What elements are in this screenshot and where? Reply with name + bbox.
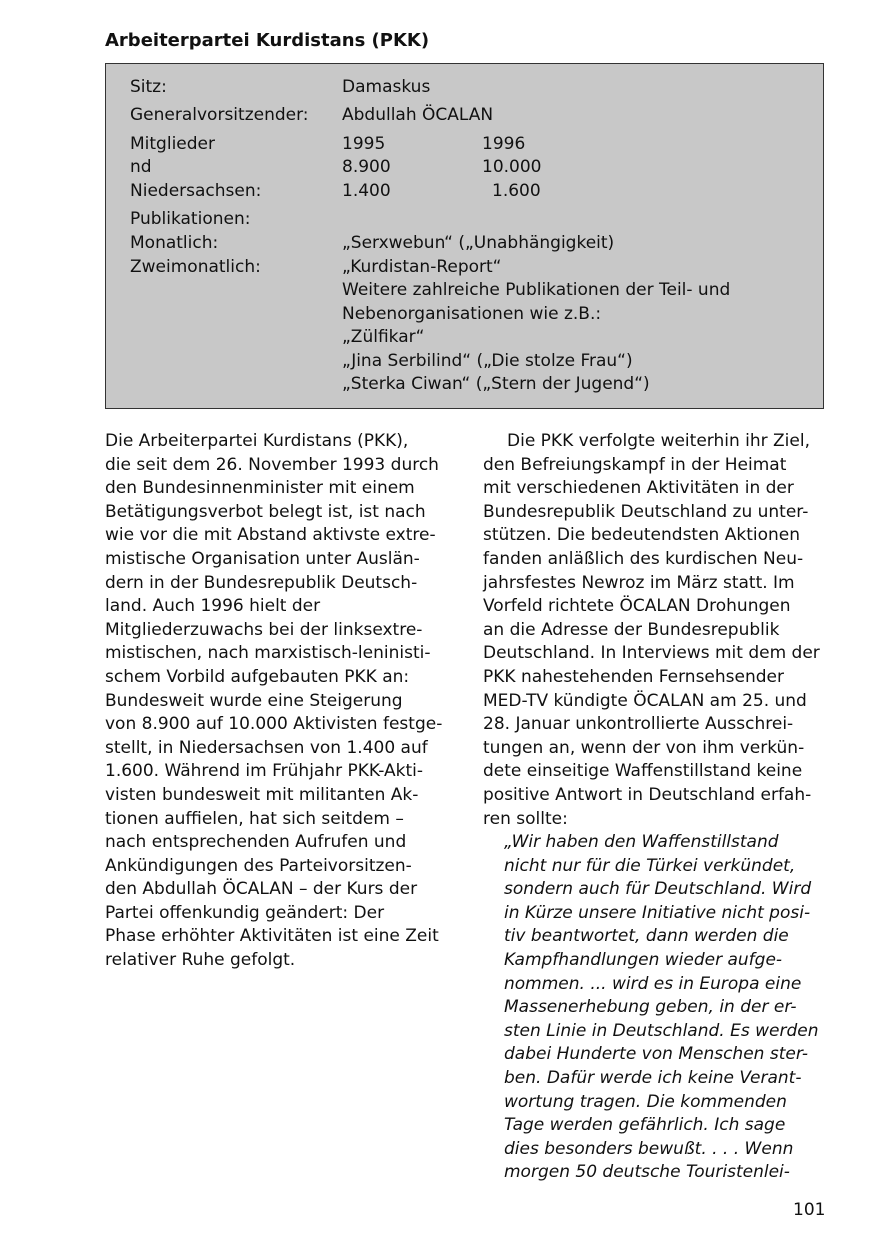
mitglieder-label: Mitglieder [130,134,215,154]
paragraph-line: Bundesrepublik Deutschland zu unter- [483,501,809,522]
paragraph-line: PKK nahestehenden Fernsehsender [483,666,784,687]
paragraph-line: stützen. Die bedeutendsten Aktionen [483,525,800,546]
publication-zuelfikar: „Zülfikar“ [342,327,425,347]
quote-line: dabei Hunderte von Menschen ster- [504,1044,809,1065]
paragraph-line: 1.600. Während im Frühjahr PKK-Akti- [105,761,424,782]
paragraph-line: von 8.900 auf 10.000 Aktivisten festge- [105,714,443,735]
nds-1995-value: 1.400 [342,181,391,201]
quote-line: nicht nur für die Türkei verkündet, [504,855,796,876]
paragraph-line: Die Arbeiterpartei Kurdistans (PKK), [105,431,409,451]
paragraph-line: Deutschland. In Interviews mit dem der [483,643,820,664]
quote-line: in Kürze unsere Initiative nicht posi- [504,902,811,923]
paragraph-line: wie vor die mit Abstand aktivste extre- [105,525,436,546]
quote-line: ben. Dafür werde ich keine Verant- [504,1068,802,1089]
paragraph-line: visten bundesweit mit militanten Ak- [105,784,419,805]
bund-label: nd [130,157,152,177]
year-1996: 1996 [482,134,526,154]
info-box [105,63,824,409]
quote-line: Kampfhandlungen wieder aufge- [504,950,783,971]
quote-line: Massenerhebung geben, in der er- [504,997,797,1018]
quote-line: Tage werden gefährlich. Ich sage [504,1115,786,1136]
page-title: Arbeiterpartei Kurdistans (PKK) [105,30,430,51]
paragraph-line: 28. Januar unkontrollierte Ausschrei- [483,714,794,735]
zweimonatlich-label: Zweimonatlich: [130,257,261,277]
paragraph-line: land. Auch 1996 hielt der [105,596,321,617]
year-1995: 1995 [342,134,386,154]
quote-line: sten Linie in Deutschland. Es werden [504,1020,819,1041]
monatlich-value: „Serxwebun“ („Unabhängigkeit) [342,233,615,253]
paragraph-line: stellt, in Niedersachsen von 1.400 auf [105,737,428,758]
paragraph-line: mistischen, nach marxistisch-leninisti- [105,643,431,664]
paragraph-line: Vorfeld richtete ÖCALAN Drohungen [483,596,791,617]
weitere-publikationen-line-1: Weitere zahlreiche Publikationen der Teil- und [342,280,731,300]
paragraph-line: jahrsfestes Newroz im März statt. Im [483,572,795,593]
paragraph-line: nach entsprechenden Aufrufen und [105,832,407,853]
publication-sterka-ciwan: „Sterka Ciwan“ („Stern der Jugend“) [342,374,650,394]
paragraph-line: fanden anläßlich des kurdischen Neu- [483,548,804,569]
paragraph-line: dern in der Bundesrepublik Deutsch- [105,572,418,593]
paragraph-line: ren sollte: [483,808,568,829]
monatlich-label: Monatlich: [130,233,219,253]
paragraph-line: den Bundesinnenminister mit einem [105,478,415,499]
paragraph-line: die seit dem 26. November 1993 durch [105,454,439,475]
paragraph-line: Bundesweit wurde eine Steigerung [105,690,403,711]
quote-line: sondern auch für Deutschland. Wird [504,879,812,900]
sitz-value: Damaskus [342,77,431,97]
nds-label: Niedersachsen: [130,181,262,201]
paragraph-line: mistische Organisation unter Auslän- [105,548,420,569]
vorsitz-label: Generalvorsitzender: [130,105,309,125]
right-column-text [483,430,833,1185]
zweimonatlich-value: „Kurdistan-Report“ [342,257,502,277]
bund-1995-value: 8.900 [342,157,391,177]
publication-jina-serbilind: „Jina Serbilind“ („Die stolze Frau“) [342,351,633,371]
quote-line: wortung tragen. Die kommenden [504,1091,787,1112]
paragraph-line: tungen an, wenn der von ihm verkün- [483,737,805,758]
paragraph-line: Ankündigungen des Parteivorsitzen- [105,855,412,876]
paragraph-line: den Abdullah ÖCALAN – der Kurs der [105,879,418,900]
paragraph-line: an die Adresse der Bundesrepublik [483,619,780,640]
paragraph-line: Betätigungsverbot belegt ist, ist nach [105,501,426,522]
paragraph-line: Partei offenkundig geändert: Der [105,902,385,923]
paragraph-line: Phase erhöhter Aktivitäten ist eine Zeit [105,926,439,947]
quote-line: tiv beantwortet, dann werden die [504,926,789,947]
quote-line: morgen 50 deutsche Touristenlei- [504,1162,790,1183]
paragraph-line: Die PKK verfolgte weiterhin ihr Ziel, [507,431,810,451]
sitz-label: Sitz: [130,77,167,97]
left-column-text [105,430,455,973]
paragraph-line: mit verschiedenen Aktivitäten in der [483,478,794,499]
quote-line: nommen. ... wird es in Europa eine [504,973,802,994]
page-number: 101 [793,1200,826,1220]
paragraph-line: Mitgliederzuwachs bei der linksextre- [105,619,423,640]
quote-line: „Wir haben den Waffenstillstand [504,832,779,853]
nds-1996-value: 1.600 [492,181,541,201]
bund-1996-value: 10.000 [482,157,542,177]
publikationen-label: Publikationen: [130,209,251,229]
paragraph-line: relativer Ruhe gefolgt. [105,950,296,971]
paragraph-line: den Befreiungskampf in der Heimat [483,454,787,475]
paragraph-line: dete einseitige Waffenstillstand keine [483,761,803,782]
paragraph-line: schem Vorbild aufgebauten PKK an: [105,666,410,687]
paragraph-line: tionen auffielen, hat sich seitdem – [105,808,404,829]
paragraph-line: MED-TV kündigte ÖCALAN am 25. und [483,690,807,711]
vorsitz-value: Abdullah ÖCALAN [342,105,494,125]
weitere-publikationen-line-2: Nebenorganisationen wie z.B.: [342,304,602,324]
paragraph-line: positive Antwort in Deutschland erfah- [483,784,812,805]
quote-line: dies besonders bewußt. . . . Wenn [504,1138,794,1159]
